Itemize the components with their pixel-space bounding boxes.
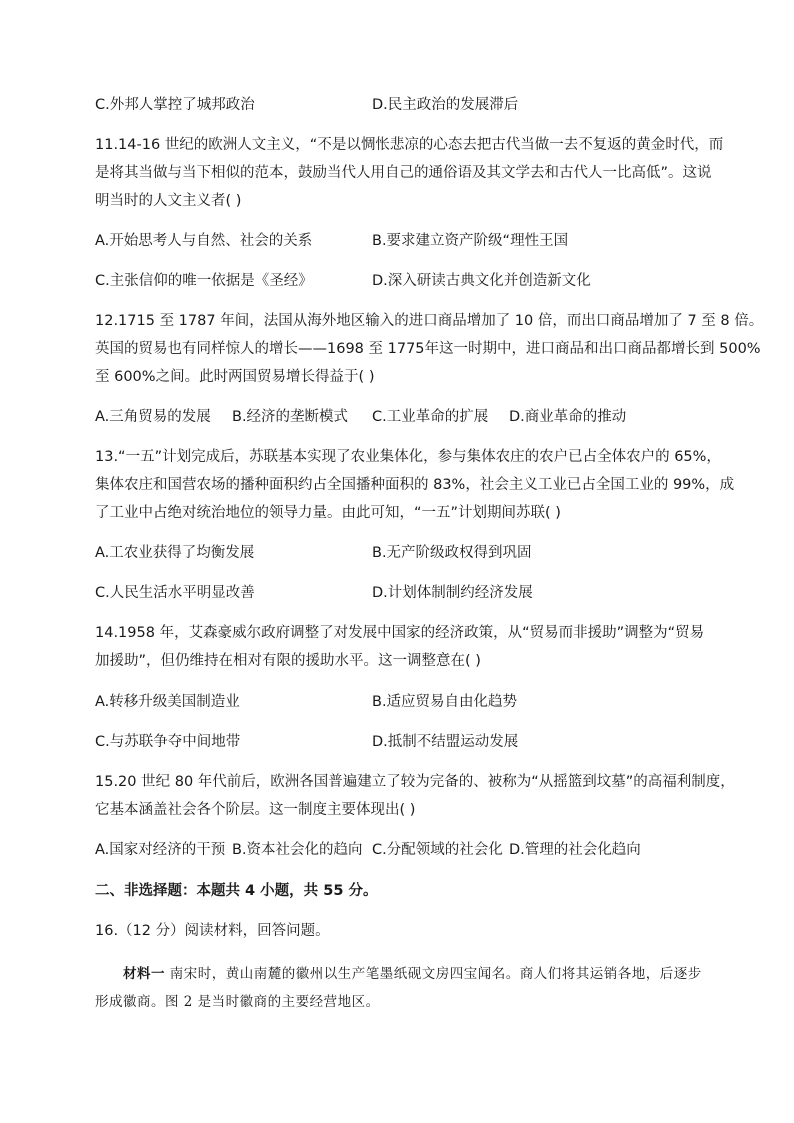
q12-option-a: A.三角贸易的发展 (95, 409, 211, 425)
q12-stem-line-2: 英国的贸易也有同样惊人的增长——1698 至 1775年这一时期中，进口商品和出口商品都增长到 500% (95, 341, 761, 357)
q13-stem-line-3: 了工业中占绝对统治地位的领导力量。由此可知，“一五”计划期间苏联( ) (95, 505, 561, 521)
q14-stem-line-1: 14.1958 年，艾森豪威尔政府调整了对发展中国家的经济政策，从“贸易而非援助”调整为“贸易 (95, 625, 705, 641)
q12-stem-line-3: 至 600%之间。此时两国贸易增长得益于( ) (95, 369, 375, 385)
q16-material-line-1 (123, 964, 702, 984)
q14-stem-line-2: 加援助”，但仍维持在相对有限的援助水平。这一调整意在( ) (95, 653, 481, 669)
q12-option-c: C.工业革命的扩展 (372, 409, 489, 425)
q16-material-tag: 材料一 (123, 966, 165, 982)
q12-stem-line-1: 12.1715 至 1787 年间，法国从海外地区输入的进口商品增加了 10 倍，而出口商品增加了 7 至 8 倍。 (95, 313, 764, 329)
q11-stem-line-3: 明当时的人文主义者( ) (95, 193, 242, 209)
q11-option-b: B.要求建立资产阶级“理性王国 (372, 233, 569, 249)
q12-option-d: D.商业革命的推动 (509, 409, 627, 425)
q15-stem-line-2: 它基本涵盖社会各个阶层。这一制度主要体现出( ) (95, 802, 416, 818)
q15-option-b: B.资本社会化的趋向 (232, 842, 363, 858)
q15-option-c: C.分配领域的社会化 (372, 842, 503, 858)
q15-option-d: D.管理的社会化趋向 (509, 842, 641, 858)
q13-stem-line-2: 集体农庄和国营农场的播种面积约占全国播种面积的 83%，社会主义工业已占全国工业的 99%，成 (95, 477, 735, 493)
q11-option-c: C.主张信仰的唯一依据是《圣经》 (95, 273, 313, 289)
q11-option-a: A.开始思考人与自然、社会的关系 (95, 233, 313, 249)
q12-option-b: B.经济的垄断模式 (232, 409, 349, 425)
q15-option-a: A.国家对经济的干预 (95, 842, 226, 858)
q11-stem-line-2: 是将其当做与当下相似的范本，鼓励当代人用自己的通俗语及其文学去和古代人一比高低”。这说 (95, 165, 712, 181)
q14-option-a: A.转移升级美国制造业 (95, 694, 240, 710)
q10-option-c: C.外邦人掌控了城邦政治 (95, 97, 255, 113)
q16-material-text-1: 南宋时，黄山南麓的徽州以生产笔墨纸砚文房四宝闻名。商人们将其运销各地，后逐步 (169, 966, 702, 982)
q16-material-line-2: 形成徽商。图 2 是当时徽商的主要经营地区。 (95, 994, 380, 1010)
section-2-title: 二、非选择题：本题共 4 小题，共 55 分。 (95, 883, 378, 899)
q16-stem-line-1: 16.（12 分）阅读材料，回答问题。 (95, 923, 330, 939)
q13-option-d: D.计划体制制约经济发展 (372, 585, 533, 601)
q14-option-c: C.与苏联争夺中间地带 (95, 734, 241, 750)
q13-option-b: B.无产阶级政权得到巩固 (372, 545, 532, 561)
q14-option-d: D.抵制不结盟运动发展 (372, 734, 519, 750)
q11-stem-line-1: 11.14-16 世纪的欧洲人文主义，“不是以惆怅悲凉的心态去把古代当做一去不复返的黄金时代，而 (95, 137, 724, 153)
q13-stem-line-1: 13.“一五”计划完成后，苏联基本实现了农业集体化，参与集体农庄的农户已占全体农户的 65%， (95, 449, 721, 465)
q15-stem-line-1: 15.20 世纪 80 年代前后，欧洲各国普遍建立了较为完备的、被称为“从摇篮到坟墓”的高福利制度， (95, 774, 735, 790)
q14-option-b: B.适应贸易自由化趋势 (372, 694, 518, 710)
q11-option-d: D.深入研读古典文化并创造新文化 (372, 273, 591, 289)
q13-option-c: C.人民生活水平明显改善 (95, 585, 255, 601)
q10-option-d: D.民主政治的发展滞后 (372, 97, 519, 113)
q13-option-a: A.工农业获得了均衡发展 (95, 545, 255, 561)
